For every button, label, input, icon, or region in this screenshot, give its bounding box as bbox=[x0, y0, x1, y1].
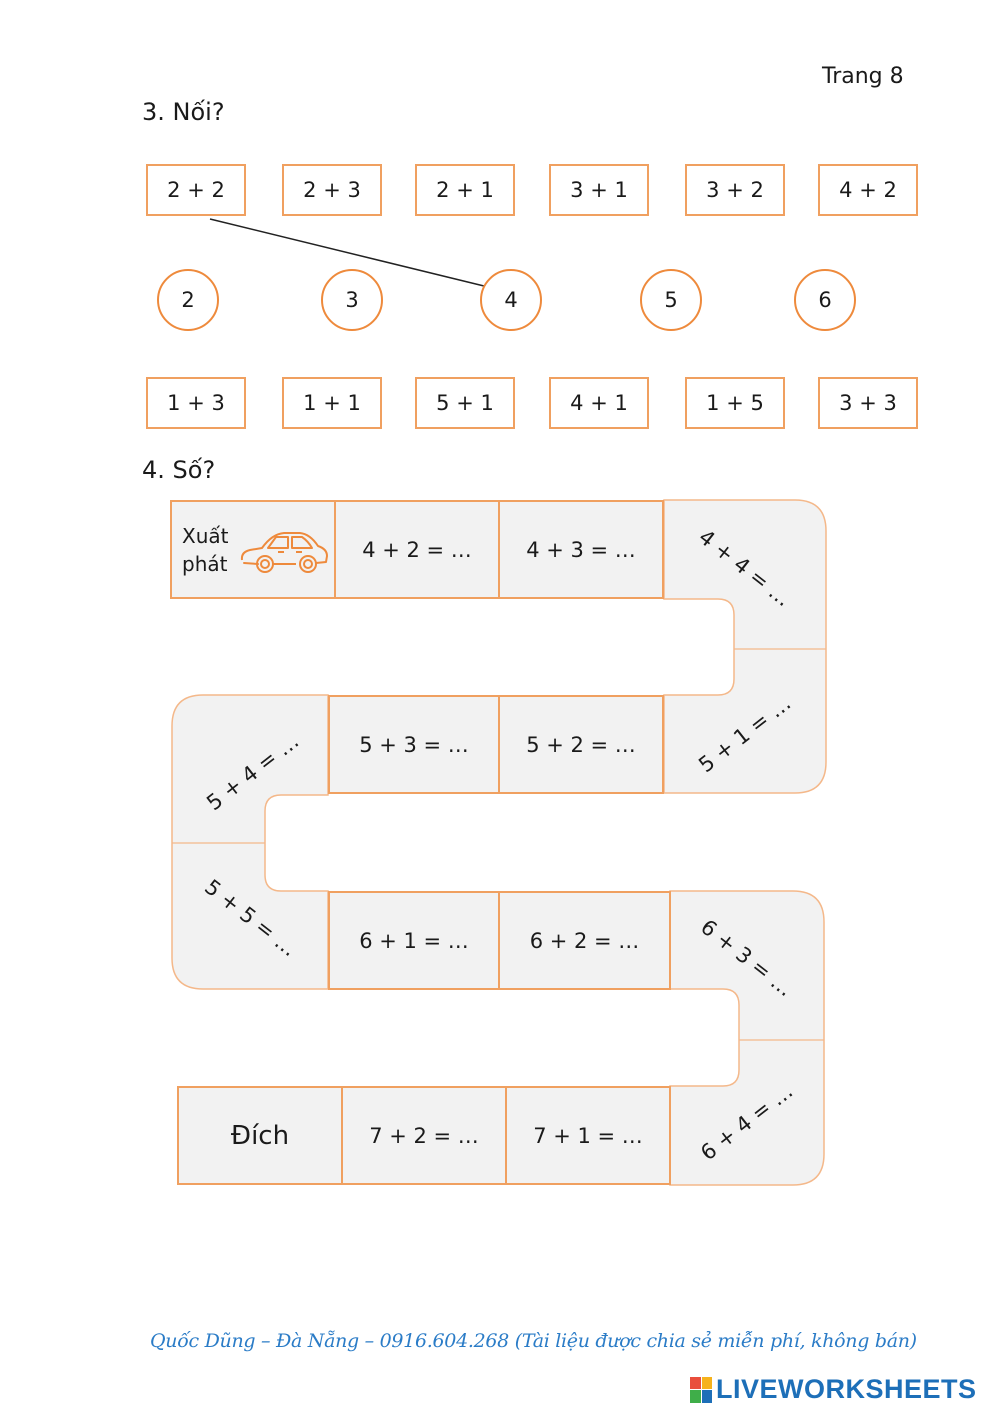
top-box-5[interactable]: 3 + 2 bbox=[685, 164, 785, 216]
cell-4-plus-3[interactable]: 4 + 3 = … bbox=[498, 500, 664, 599]
top-box-4[interactable]: 3 + 1 bbox=[549, 164, 649, 216]
car-icon bbox=[238, 524, 330, 580]
cell-5-plus-3[interactable]: 5 + 3 = … bbox=[328, 695, 500, 794]
section-3-title: 3. Nối? bbox=[142, 98, 225, 126]
top-box-3[interactable]: 2 + 1 bbox=[415, 164, 515, 216]
number-circle-5[interactable]: 5 bbox=[640, 269, 702, 331]
bottom-box-5[interactable]: 1 + 5 bbox=[685, 377, 785, 429]
top-box-6[interactable]: 4 + 2 bbox=[818, 164, 918, 216]
track-bend-3 bbox=[670, 891, 824, 1185]
cell-5-plus-2[interactable]: 5 + 2 = … bbox=[498, 695, 664, 794]
cell-5-plus-4[interactable]: 5 + 4 = … bbox=[202, 728, 304, 816]
cell-4-plus-2[interactable]: 4 + 2 = … bbox=[334, 500, 500, 599]
footer-credit: Quốc Dũng – Đà Nẵng – 0916.604.268 (Tài liệu được chia sẻ miễn phí, không bán) bbox=[150, 1330, 917, 1352]
cell-4-plus-4[interactable]: 4 + 4 = … bbox=[694, 524, 796, 612]
cell-7-plus-1[interactable]: 7 + 1 = … bbox=[505, 1086, 671, 1185]
bottom-box-3[interactable]: 5 + 1 bbox=[415, 377, 515, 429]
bottom-box-6[interactable]: 3 + 3 bbox=[818, 377, 918, 429]
top-box-2[interactable]: 2 + 3 bbox=[282, 164, 382, 216]
cell-6-plus-1[interactable]: 6 + 1 = … bbox=[328, 891, 500, 990]
number-circle-2[interactable]: 2 bbox=[157, 269, 219, 331]
track-bend-2 bbox=[172, 695, 328, 989]
finish-cell: Đích bbox=[177, 1086, 343, 1185]
brand-watermark[interactable] bbox=[690, 1374, 977, 1405]
brand-logo-icon bbox=[690, 1377, 712, 1403]
number-circle-6[interactable]: 6 bbox=[794, 269, 856, 331]
bottom-box-4[interactable]: 4 + 1 bbox=[549, 377, 649, 429]
brand-name: LIVEWORKSHEETS bbox=[716, 1374, 977, 1404]
cell-5-plus-5[interactable]: 5 + 5 = … bbox=[200, 874, 302, 962]
cell-6-plus-3[interactable]: 6 + 3 = … bbox=[696, 914, 798, 1002]
cell-6-plus-4[interactable]: 6 + 4 = … bbox=[696, 1078, 798, 1166]
top-box-1[interactable]: 2 + 2 bbox=[146, 164, 246, 216]
bottom-box-2[interactable]: 1 + 1 bbox=[282, 377, 382, 429]
start-label-2: phát bbox=[182, 552, 228, 576]
cell-6-plus-2[interactable]: 6 + 2 = … bbox=[498, 891, 671, 990]
bottom-box-1[interactable]: 1 + 3 bbox=[146, 377, 246, 429]
cell-7-plus-2[interactable]: 7 + 2 = … bbox=[341, 1086, 507, 1185]
number-circle-4[interactable]: 4 bbox=[480, 269, 542, 331]
page-number: Trang 8 bbox=[822, 64, 904, 89]
start-label-1: Xuất bbox=[182, 524, 229, 548]
cell-5-plus-1[interactable]: 5 + 1 = … bbox=[694, 690, 796, 778]
section-4-title: 4. Số? bbox=[142, 456, 216, 484]
number-circle-3[interactable]: 3 bbox=[321, 269, 383, 331]
start-cell bbox=[170, 500, 336, 599]
